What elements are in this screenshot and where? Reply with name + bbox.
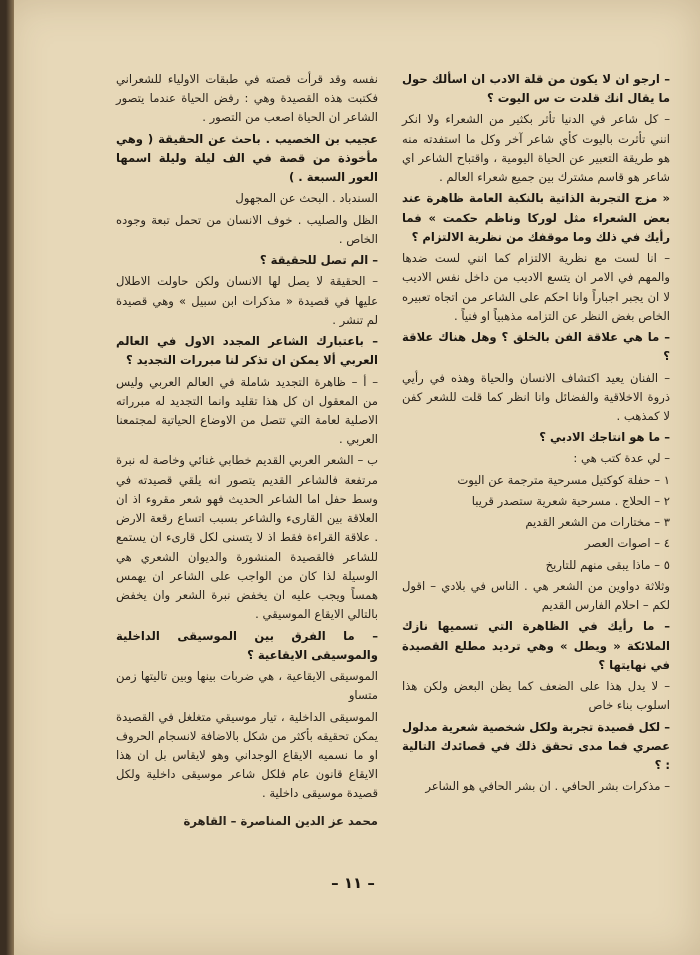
page-binding-edge	[6, 0, 14, 955]
book-item: ٥ – ماذا يبقى منهم للتاريخ	[545, 557, 670, 572]
book-list	[402, 471, 670, 575]
question-6: – لكل قصيدة تجربة ولكل شخصية شعرية مدلول عصري فما مدى تحقق ذلك في قصائدك التالية : ؟	[402, 719, 670, 772]
left-column	[116, 70, 378, 833]
answer-9b: الموسيقى الداخلية ، تيار موسيقي متغلغل في القصيدة يمكن تحقيقه بأكثر من شكل بالاضافة لانسجام الحروف او ما نسميه الايقاع الوجداني وهو لايقاس بل ان هذا الايقاع قانون عام فلكل شاعر موسيقى داخلية ولكل قصيدة موسيقى داخلية .	[116, 709, 378, 801]
poem-title-3: الظل والصليب . خوف الانسان من تحمل تبعة وجوده الخاص .	[116, 212, 378, 246]
poem-title-1: عجيب بن الخصيب . باحث عن الحقيقة ( وهي مأخوذة من قصة في الف ليلة وليلة اسمها العور السبعة . )	[116, 131, 378, 185]
right-column	[402, 70, 670, 798]
answer-2: – انا لست مع نظرية الالتزام كما انني لست ضدها والمهم في الامر ان يتسع الاديب من داخل نفس الاديب لا ان يجبر اجباراً وانا احكم على الشاعر من اتجاه تعبيره الخاص بغض النظر عن التزامه مذهبياً او فنياً .	[402, 251, 670, 323]
question-7: – الم تصل للحقيقة ؟	[259, 253, 378, 268]
question-9: – ما الفرق بين الموسيقى الداخلية والموسيقى الايقاعية ؟	[116, 628, 378, 662]
answer-1: – كل شاعر في الدنيا تأثر بكثير من الشعراء ولا انكر انني تأثرت باليوت كأي شاعر آخر وكل ما استفدته منه هو طريقة التعبير عن الحياة اليومية ، واقتباح الشاعر اي شاعر هو قاسم مشترك بين جميع شعراء العالم .	[402, 112, 670, 185]
answer-8b: ب – الشعر العربي القديم خطابي غنائي وخاصة له نبرة مرتفعة فالشاعر القديم يتصور انه يلقي قصيدته في وسط حفل اما الشاعر الحديث فهو شعر مقروء اذ ان العلاقة بين القارىء والشاعر بسبب اتساع رقعة الارض . علاقة القراءة فقط اذ لا يتسنى لكل قارىء ان يستمع للشاعر فالقصيدة المنشورة والديوان الشعري هي الوسيلة لذا كان من الواجب على الشاعر ان يهمس همساً ويجب عليه ان يخفض نبرة الشعر وان يخفض بالتالي الايقاع الموسيقي .	[116, 453, 378, 622]
answer-9a: الموسيقى الايقاعية ، هي ضربات بينها وبين تاليتها زمن متساو	[116, 669, 378, 703]
question-3: – ما هي علاقة الفن بالخلق ؟ وهل هناك علاقة ؟	[402, 330, 670, 364]
book-item: ١ – حفلة كوكتيل مسرحية مترجمة عن اليوت	[457, 472, 670, 487]
answer-5: – لا يدل هذا على الضعف كما يظن البعض ولكن هذا اسلوب بناء خاص	[402, 679, 670, 713]
book-item: ٢ – الحلاج . مسرحية شعرية ستصدر قريبا	[471, 493, 670, 508]
magazine-page	[6, 0, 700, 955]
book-item: ٣ – مختارات من الشعر القديم	[525, 515, 670, 530]
question-1: – ارجو ان لا يكون من قلة الادب ان اسألك حول ما يقال انك قلدت ت س اليوت ؟	[402, 72, 670, 106]
answer-3: – الفنان يعيد اكتشاف الانسان والحياة وهذه في رأيي ذروة الاخلاقية والفضائل وانا انظر كما قلت للشعر كفن لا كمذهب .	[402, 370, 670, 423]
answer-6: – مذكرات بشر الحافي . ان بشر الحافي هو الشاعر	[425, 779, 670, 794]
book-item: ٤ – اصوات العصر	[584, 536, 670, 551]
poem-title-2: السندباد . البحث عن المجهول	[235, 191, 378, 206]
author-signature: محمد عز الدين المناصرة – القاهرة	[183, 813, 378, 828]
page-number: – ١١ –	[331, 874, 375, 892]
question-5: – ما رأيك في الظاهرة التي تسميها نازك الملائكة « ويطل » وهي ترديد مطلع القصيدة في نهايتها ؟	[402, 619, 670, 672]
question-2: « مزج التجربة الذاتية بالنكبة العامة ظاهرة عند بعض الشعراء مثل لوركا وناظم حكمت » فما رأيك في ذلك وما موقفك من نظرية الالتزام ؟	[402, 191, 670, 244]
continued-paragraph: نفسه وقد قرأت قصته في طبقات الاولياء للشعراني فكتبت هذه القصيدة وهي : رفض الحياة عندما يتصور الشاعر ان الحياة اصعب من التصور .	[116, 72, 378, 125]
answer-4-more: وثلاثة دواوين من الشعر هي . الناس في بلادي – اقول لكم – احلام الفارس القديم	[402, 578, 670, 613]
question-4: – ما هو انتاجك الادبي ؟	[539, 430, 670, 445]
answer-8a: – أ – ظاهرة التجديد شاملة في العالم العربي وليس من المعقول ان كل هذا تقليد وانما التجديد له مبرراته الاصلية لعامة التي تتصل من الاوضاع الحياتية لمجتمعنا العربي .	[116, 374, 378, 447]
answer-7: – الحقيقة لا يصل لها الانسان ولكن حاولت الاطلال عليها في قصيدة « مذكرات ابن سبيل » وهي قصيدة لم تنشر .	[116, 274, 378, 327]
answer-4-intro: – لي عدة كتب هي :	[573, 451, 670, 466]
question-8: – باعتبارك الشاعر المجدد الاول في العالم العربي ألا يمكن ان تذكر لنا مبررات التجديد ؟	[116, 334, 378, 368]
